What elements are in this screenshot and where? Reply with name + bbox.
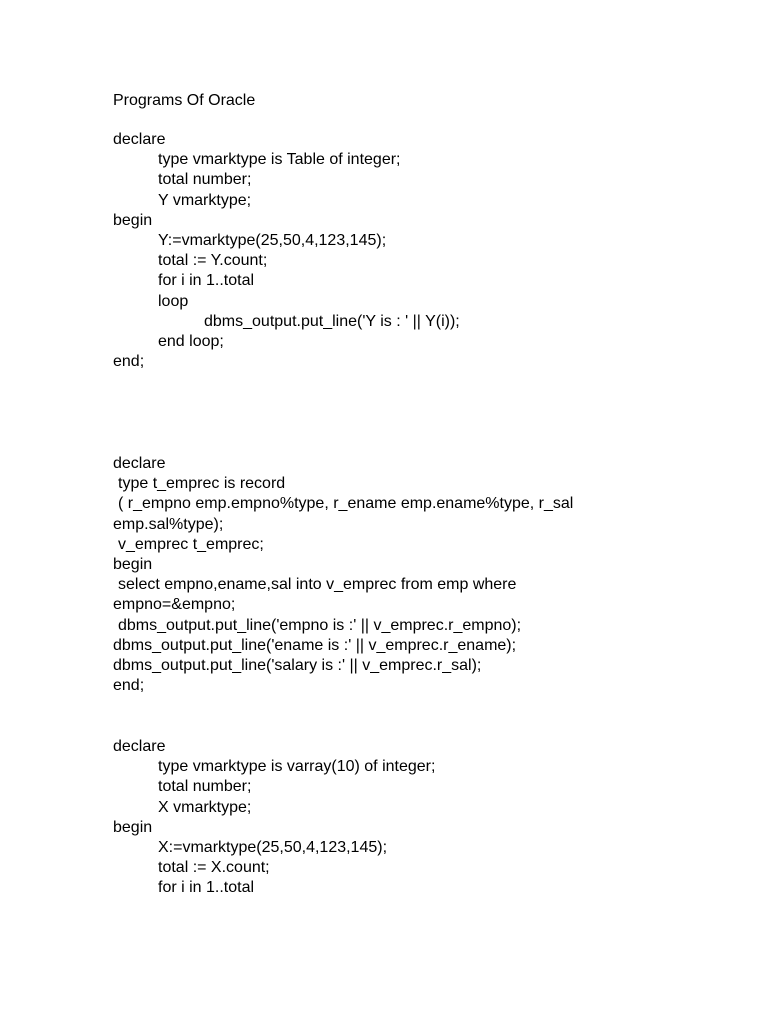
code-line: empno=&empno; bbox=[113, 596, 236, 614]
code-line: dbms_output.put_line('Y is : ' || Y(i)); bbox=[204, 312, 460, 330]
document-title: Programs Of Oracle bbox=[113, 92, 256, 109]
code-line: type vmarktype is varray(10) of integer; bbox=[158, 758, 436, 776]
code-line: declare bbox=[113, 131, 166, 148]
code-line: emp.sal%type); bbox=[113, 515, 224, 533]
code-line: begin bbox=[113, 818, 153, 836]
code-block-1 bbox=[113, 130, 753, 372]
code-line: Y:=vmarktype(25,50,4,123,145); bbox=[158, 231, 387, 249]
code-block-3 bbox=[113, 737, 753, 899]
code-line: select empno,ename,sal into v_emprec from emp where bbox=[118, 576, 517, 594]
code-line: type vmarktype is Table of integer; bbox=[158, 151, 401, 169]
code-line: dbms_output.put_line('empno is :' || v_emprec.r_empno); bbox=[118, 616, 522, 634]
code-line: total := Y.count; bbox=[158, 252, 268, 270]
code-line: end loop; bbox=[158, 332, 224, 350]
code-line: total number; bbox=[158, 171, 252, 189]
code-line: dbms_output.put_line('ename is :' || v_emprec.r_ename); bbox=[113, 636, 517, 654]
code-line: v_emprec t_emprec; bbox=[118, 535, 264, 553]
code-line: X:=vmarktype(25,50,4,123,145); bbox=[158, 838, 388, 856]
code-block-2 bbox=[113, 454, 753, 696]
code-line: for i in 1..total bbox=[158, 879, 255, 897]
code-line: begin bbox=[113, 211, 153, 229]
code-line: total number; bbox=[158, 778, 252, 796]
code-line: end; bbox=[113, 677, 145, 695]
code-line: begin bbox=[113, 555, 153, 573]
code-line: X vmarktype; bbox=[158, 798, 252, 816]
code-line: total := X.count; bbox=[158, 859, 270, 877]
code-line: dbms_output.put_line('salary is :' || v_emprec.r_sal); bbox=[113, 656, 482, 674]
code-line: type t_emprec is record bbox=[118, 475, 286, 493]
code-line: end; bbox=[113, 353, 145, 371]
code-line: declare bbox=[113, 455, 166, 472]
code-line: declare bbox=[113, 738, 166, 755]
code-line: loop bbox=[158, 292, 189, 310]
code-line: ( r_empno emp.empno%type, r_ename emp.ename%type, r_sal bbox=[118, 495, 574, 513]
code-line: for i in 1..total bbox=[158, 272, 255, 290]
code-line: Y vmarktype; bbox=[158, 191, 252, 209]
